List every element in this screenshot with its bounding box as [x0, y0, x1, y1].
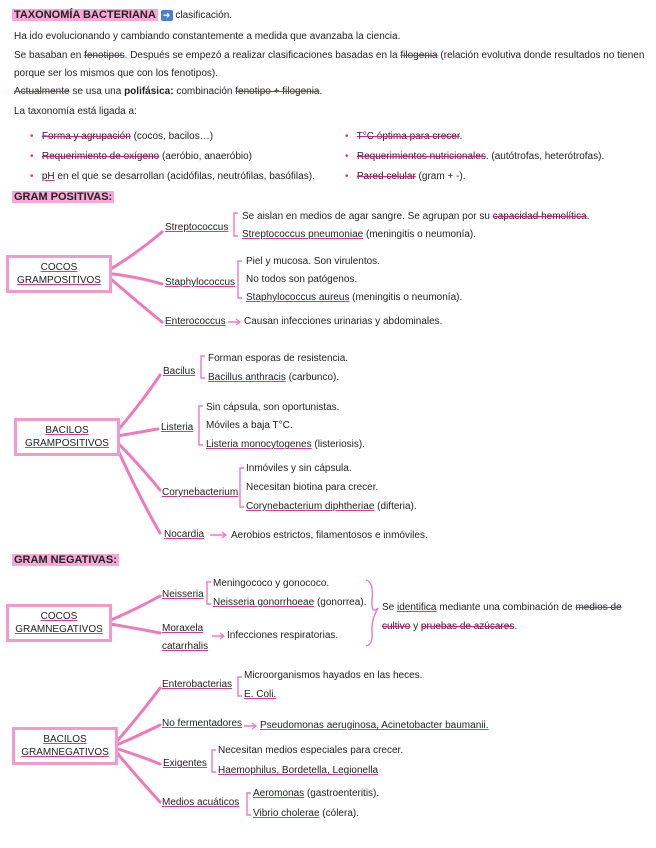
- staphylococcus-label: Staphylococcus: [165, 277, 236, 288]
- term-filogenia: filogenia: [400, 50, 438, 61]
- branch-line: [104, 623, 160, 633]
- species: Listeria monocytogenes: [206, 439, 312, 450]
- coryne-desc-1: Inmóviles y sin cápsula.: [246, 463, 352, 474]
- species: Staphylococcus aureus: [246, 292, 350, 303]
- bracket-large: [366, 580, 378, 646]
- branch-line: [112, 725, 160, 747]
- text: (cólera).: [319, 808, 359, 819]
- bracket: [199, 406, 203, 445]
- bracket: [238, 261, 242, 298]
- box-line: BACILOS: [45, 425, 89, 436]
- right-arrow-icon: ➜: [161, 10, 173, 21]
- bacilos-gramnegativos-box: [12, 727, 118, 765]
- term: identifica: [397, 602, 437, 613]
- text: (meningitis o neumonía).: [349, 292, 463, 303]
- enterobacterias-label: Enterobacterias: [162, 679, 233, 690]
- list-item: • Forma y agrupación (cocos, bacilos…): [30, 131, 214, 142]
- text: (gonorrea).: [314, 597, 367, 608]
- box-line: GRAMPOSITIVOS: [25, 438, 109, 449]
- species: Aeromonas: [253, 788, 305, 799]
- left-bullet-list: [30, 127, 315, 187]
- text: (relación evolutiva donde resultados no tienen: [437, 50, 645, 61]
- nocardia-label: Nocardia: [164, 529, 205, 540]
- term: medios de: [575, 602, 622, 613]
- streptococcus-desc-2: [242, 229, 476, 240]
- species: Streptococcus pneumoniae: [242, 229, 364, 240]
- box-line: GRAMPOSITIVOS: [17, 275, 101, 286]
- bracket: [238, 677, 242, 696]
- enterococcus-label: Enterococcus: [165, 316, 226, 327]
- bullet-rest: (cocos, bacilos…): [130, 131, 214, 142]
- exigentes-desc-2: Haemophilus, Bordetella, Legionella: [218, 765, 379, 776]
- medios-desc-1: [253, 788, 379, 799]
- bullet-label: Requerimiento de oxígeno: [41, 151, 160, 162]
- bullet-label: pH: [41, 171, 55, 182]
- page-title: TAXONOMÍA BACTERIANA: [14, 9, 156, 21]
- streptococcus-label: Streptococcus: [165, 222, 229, 233]
- term-fenotipo-filogenia: fenotipo + filogenia: [235, 86, 320, 97]
- bacilos-grampositivos-box: [14, 418, 120, 456]
- bullet-label: Requerimientos nutricionales: [356, 151, 486, 162]
- exigentes-label: Exigentes: [163, 758, 207, 769]
- medios-acuaticos-label: Medios acuáticos: [162, 797, 240, 808]
- coryne-desc-3: [246, 501, 417, 512]
- intro-line-1: Ha ido evolucionando y cambiando constantemente a medida que avanzaba la ciencia.: [14, 31, 401, 42]
- title-suffix: clasificación.: [175, 10, 233, 21]
- enterococcus-desc: Causan infecciones urinarias y abdominales.: [244, 316, 443, 327]
- term: cultivo: [382, 621, 411, 632]
- bracket: [212, 750, 216, 772]
- entero-desc-1: Microorganismos hayados en las heces.: [244, 670, 423, 681]
- box-line: COCOS: [40, 611, 78, 622]
- cocos-grampositivos-box: [6, 255, 112, 293]
- bullet-rest: (gram + -).: [415, 171, 466, 182]
- staph-desc-3: [246, 292, 462, 303]
- intro-line-2: [14, 50, 644, 61]
- text: (listeriosis).: [311, 439, 365, 450]
- listeria-desc-3: [206, 439, 365, 450]
- bullet-rest: .: [459, 131, 463, 142]
- text: . Después se empezó a realizar clasificaciones basadas en la: [124, 50, 401, 61]
- neisseria-desc-1: Meningococo y gonococo.: [213, 578, 330, 589]
- text: .: [514, 621, 518, 632]
- streptococcus-desc-1: [242, 211, 589, 222]
- listeria-desc-2: Móviles a baja T°C.: [206, 420, 293, 431]
- text: Se basaban en: [14, 50, 85, 61]
- name-line: Moraxela: [162, 623, 204, 634]
- intro-line-5: La taxonomía está ligada a:: [14, 106, 137, 117]
- bacilus-desc-1: Forman esporas de resistencia.: [208, 353, 349, 364]
- medios-desc-2: [253, 808, 359, 819]
- list-item: • Pared celular (gram + -).: [345, 171, 466, 182]
- box-line: GRAMNEGATIVOS: [21, 747, 109, 758]
- branch-line: [104, 232, 162, 273]
- right-bullet-list: [345, 127, 604, 187]
- cocos-gramnegativos-box: [6, 604, 112, 642]
- no-fermentadores-desc: Pseudomonas aeruginosa, Acinetobacter baumanii.: [260, 720, 489, 731]
- text: .: [319, 86, 323, 97]
- arrow: [210, 532, 226, 538]
- bracket: [247, 793, 251, 815]
- bullet-rest: (aeróbio, anaeróbio): [159, 151, 253, 162]
- moraxela-desc: Infecciones respiratorias.: [227, 630, 339, 641]
- branch-line: [104, 596, 160, 623]
- text: (gastroenteritis).: [304, 788, 380, 799]
- species: Bacillus anthracis: [208, 372, 286, 383]
- intro-line-4: [14, 86, 322, 97]
- name-line: catarrhalis: [162, 641, 209, 652]
- text: (carbunco).: [285, 372, 340, 383]
- corynebacterium-label: Corynebacterium: [162, 487, 239, 498]
- staph-desc-2: No todos son patógenos.: [246, 274, 358, 285]
- staph-desc-1: Piel y mucosa. Son virulentos.: [246, 256, 380, 267]
- moraxela-label: [162, 620, 208, 656]
- list-item: • Requerimiento de oxígeno (aeróbio, anaeróbio): [30, 151, 253, 162]
- term: capacidad hemolítica: [492, 211, 587, 222]
- bullet-label: T°C óptima para crecer: [356, 131, 460, 142]
- bullet-rest: . (autótrofas, heterótrofas).: [485, 151, 605, 162]
- header-title-row: [12, 9, 232, 21]
- exigentes-desc-1: Necesitan medios especiales para crecer.: [218, 745, 404, 756]
- coryne-desc-2: Necesitan biotina para crecer.: [246, 482, 379, 493]
- box-line: BACILOS: [43, 734, 87, 745]
- gram-neg-heading: GRAM NEGATIVAS:: [14, 554, 117, 566]
- species: Vibrio cholerae: [253, 808, 320, 819]
- gram-pos-heading: GRAM POSITIVAS:: [14, 191, 113, 203]
- listeria-label: Listeria: [161, 422, 194, 433]
- listeria-desc-1: Sin cápsula, son oportunistas.: [206, 402, 340, 413]
- neisseria-label: Neisseria: [162, 589, 204, 600]
- list-item: • Requerimientos nutricionales. (autótrofas, heterótrofas).: [345, 151, 605, 162]
- species: Neisseria gonorrhoeae: [213, 597, 315, 608]
- term: pruebas de azúcares: [420, 621, 515, 632]
- text: combinación: [173, 86, 236, 97]
- text: Se aislan en medios de agar sangre. Se agrupan por su: [242, 211, 493, 222]
- entero-desc-2: E. Coli.: [244, 689, 277, 700]
- text: (meningitis o neumonía).: [363, 229, 477, 240]
- list-item: • pH en el que se desarrollan (acidófilas, neutrófilas, basófilas).: [30, 171, 315, 182]
- bracket: [240, 468, 244, 507]
- bracket: [234, 213, 238, 236]
- intro-line-3: porque ser los mismos que con los fenotipos).: [14, 68, 218, 79]
- note-line: [382, 598, 622, 617]
- term-polifasica: polifásica:: [124, 86, 174, 97]
- bacilus-label: Bacilus: [163, 366, 196, 377]
- identification-note: [382, 598, 622, 636]
- list-item: • T°C óptima para crecer.: [345, 131, 463, 142]
- box-line: GRAMNEGATIVOS: [15, 624, 103, 635]
- box-line: COCOS: [40, 262, 78, 273]
- note-line: [382, 617, 622, 636]
- bacilus-desc-2: [208, 372, 339, 383]
- term-fenotipos: fenotipos: [84, 50, 125, 61]
- arrow: [244, 723, 256, 729]
- arrow: [228, 319, 240, 325]
- bullet-label: Pared celular: [356, 171, 416, 182]
- bracket: [201, 356, 205, 378]
- nocardia-desc: Aerobios estrictos, filamentosos e inmóviles.: [231, 530, 428, 541]
- text: se usa una: [69, 86, 125, 97]
- text: (difteria).: [374, 501, 417, 512]
- neisseria-desc-2: [213, 597, 366, 608]
- arrow: [212, 633, 224, 639]
- bracket: [207, 582, 211, 604]
- term-actualmente: Actualmente: [14, 86, 70, 97]
- text: y: [410, 621, 421, 632]
- branch-line: [112, 688, 160, 747]
- bullet-label: Forma y agrupación: [41, 131, 131, 142]
- text: Se: [382, 602, 398, 613]
- no-fermentadores-label: No fermentadores: [162, 718, 243, 729]
- species: Corynebacterium diphtheriae: [246, 501, 375, 512]
- bullet-rest: en el que se desarrollan (acidófilas, neutrófilas, basófilas).: [54, 171, 315, 182]
- text: mediante una combinación de: [436, 602, 576, 613]
- text: .: [586, 211, 590, 222]
